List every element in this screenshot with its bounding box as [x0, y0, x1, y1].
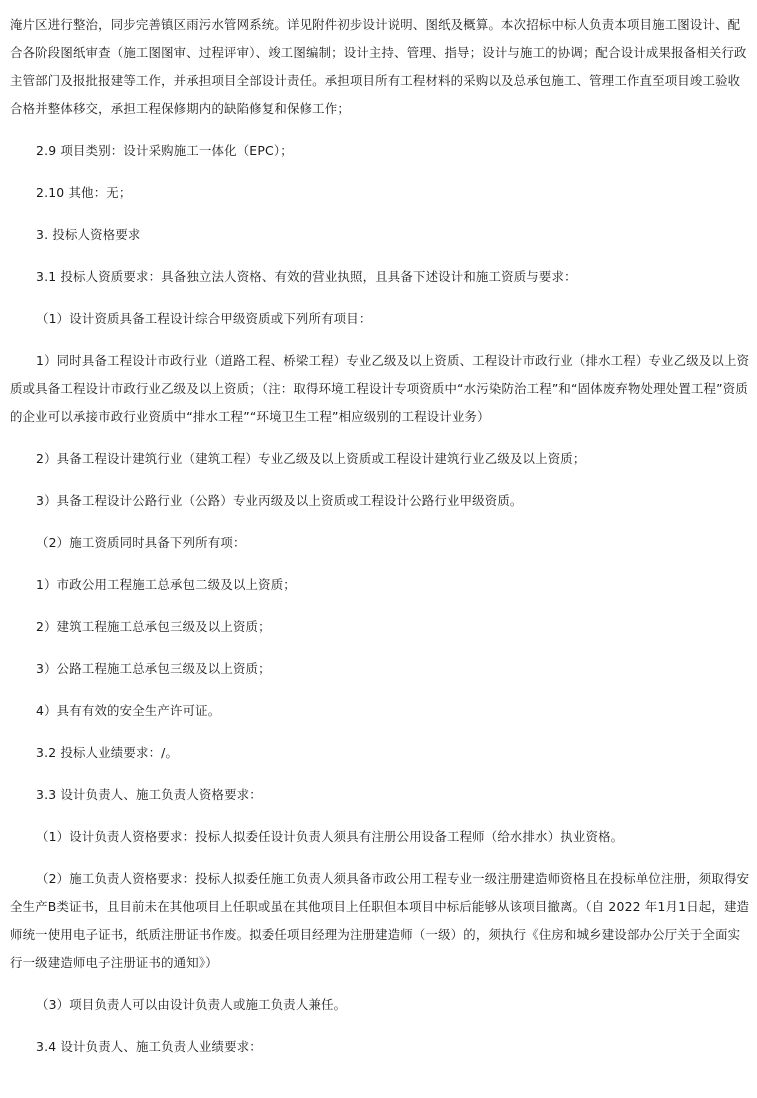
paragraph-construction-item-4: 4）具有有效的安全生产许可证。 [36, 703, 221, 718]
paragraph-design-item-2: 2）具备工程设计建筑行业（建筑工程）专业乙级及以上资质或工程设计建筑行业乙级及以上资质； [36, 451, 586, 466]
paragraph-construction-leader: （2）施工负责人资格要求：投标人拟委任施工负责人须具备市政公用工程专业一级注册建造师资格且在投标单位注册，须取得安全生产B类证书，且目前未在其他项目上任职或虽在其他项目上任职但本项目中标后能够从该项目撤离。（自 2022 年1月1日起，建造师统一使用电子证书，纸质注册证书作废。拟委任项目经理为注册建造师（一级）的，须执行《住房和城乡建设部办公厅关于全面实行一级建造师电子注册证书的通知》） [10, 871, 750, 970]
paragraph-other: 2.10 其他：无； [36, 185, 132, 200]
paragraph-design-item-3: 3）具备工程设计公路行业（公路）专业丙级及以上资质或工程设计公路行业甲级资质。 [36, 493, 523, 508]
paragraph-qualification-requirements: 3.1 投标人资质要求：具备独立法人资格、有效的营业执照，且具备下述设计和施工资质与要求： [36, 269, 577, 284]
paragraph-design-leader: （1）设计负责人资格要求：投标人拟委任设计负责人须具有注册公用设备工程师（给水排水）执业资格。 [36, 829, 624, 844]
paragraph-design-item-1: 1）同时具备工程设计市政行业（道路工程、桥梁工程）专业乙级及以上资质、工程设计市政行业（排水工程）专业乙级及以上资质或具备工程设计市政行业乙级及以上资质；（注：取得环境工程设计专项资质中“水污染防治工程”和“固体废弃物处理处置工程”资质的企业可以承接市政行业资质中“排水工程”“环境卫生工程”相应级别的工程设计业务） [10, 353, 750, 424]
heading-leader-qualification: 3.3 设计负责人、施工负责人资格要求： [36, 787, 262, 802]
paragraph-construction-item-2: 2）建筑工程施工总承包三级及以上资质； [36, 619, 271, 634]
paragraph-project-scope: 淹片区进行整治，同步完善镇区雨污水管网系统。详见附件初步设计说明、图纸及概算。本次招标中标人负责本项目施工图设计、配合各阶段图纸审查（施工图图审、过程评审）、竣工图编制；设计主持、管理、指导；设计与施工的协调；配合设计成果报备相关行政主管部门及报批报建等工作，并承担项目全部设计责任。承担项目所有工程材料的采购以及总承包施工、管理工作直至项目竣工验收合格并整体移交，承担工程保修期内的缺陷修复和保修工作； [10, 17, 747, 116]
paragraph-project-category: 2.9 项目类别：设计采购施工一体化（EPC）； [36, 143, 293, 158]
paragraph-construction-qualification: （2）施工资质同时具备下列所有项： [36, 535, 246, 550]
paragraph-performance-requirements: 3.2 投标人业绩要求：/。 [36, 745, 179, 760]
paragraph-construction-item-3: 3）公路工程施工总承包三级及以上资质； [36, 661, 271, 676]
paragraph-design-qualification: （1）设计资质具备工程设计综合甲级资质或下列所有项目： [36, 311, 372, 326]
heading-bidder-qualification: 3. 投标人资格要求 [36, 227, 141, 242]
heading-leader-performance: 3.4 设计负责人、施工负责人业绩要求： [36, 1039, 262, 1054]
paragraph-construction-item-1: 1）市政公用工程施工总承包二级及以上资质； [36, 577, 296, 592]
paragraph-project-leader: （3）项目负责人可以由设计负责人或施工负责人兼任。 [36, 997, 347, 1012]
